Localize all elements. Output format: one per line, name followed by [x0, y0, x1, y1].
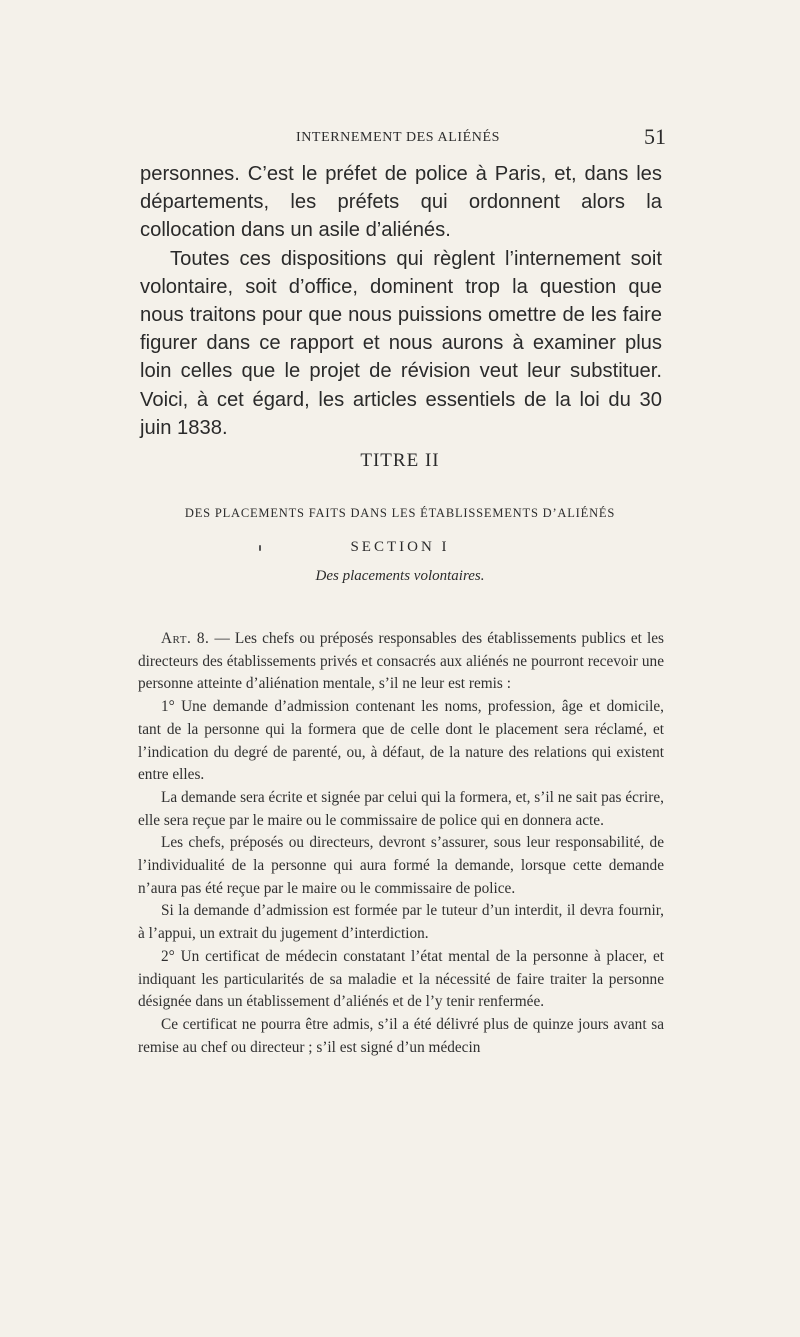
article-paragraph-c: Si la demande d’admission est formée par le tuteur d’un interdit, il devra fournir, à l’appui, un extrait du jugement d’interdiction.	[138, 902, 664, 943]
subsection-heading: Des placements volontaires.	[315, 568, 485, 584]
article-intro-text: — Les chefs ou préposés responsables des établissements publics et les directeurs des établissements privés et consacrés aux aliénés ne pourront recevoir une personne atteinte d’aliénation mentale, s’il ne leur est remis :	[138, 630, 664, 693]
intro-paragraph-1: personnes. C’est le préfet de police à Paris, et, dans les départements, les préfets qui ordonnent alors la collocation dans un asile d’aliénés.	[140, 163, 662, 242]
article-intro	[138, 628, 664, 696]
heading-block	[138, 450, 662, 585]
article-item-1: 1° Une demande d’admission contenant les noms, profession, âge et domicile, tant de la personne qui la formera que de celle dont le placement sera réclamé, et l’indication du degré de parenté, ou, à défaut, de la nature des relations qui existent entre elles.	[138, 698, 664, 784]
section-heading: SECTION I	[350, 539, 450, 555]
print-mark	[259, 545, 261, 551]
article-paragraph-b: Les chefs, préposés ou directeurs, devront s’assurer, sous leur responsabilité, de l’individualité de la personne qui aura formé la demande, lorsque cette demande n’aura pas été reçue par le maire ou le commissaire de police.	[138, 834, 664, 897]
intro-text	[140, 160, 662, 442]
placements-heading: DES PLACEMENTS FAITS DANS LES ÉTABLISSEMENTS D’ALIÉNÉS	[184, 506, 616, 520]
running-title: INTERNEMENT DES ALIÉNÉS	[295, 130, 501, 145]
article-paragraph-d: Ce certificat ne pourra être admis, s’il a été délivré plus de quinze jours avant sa remise au chef ou directeur ; s’il est signé d’un médecin	[138, 1015, 664, 1056]
page-number: 51	[644, 124, 666, 149]
article-paragraph-a: La demande sera écrite et signée par celui qui la formera, et, s’il ne sait pas écrire, elle sera reçue par le maire ou le commissaire de police qui en donnera acte.	[138, 788, 664, 829]
intro-paragraph-2: Toutes ces dispositions qui règlent l’internement soit volontaire, soit d’office, dominent trop la question que nous traitons pour que nous puissions omettre de les faire figurer dans ce rapport et nous aurons à examiner plus loin celles que le projet de révision veut leur substituer. Voici, à cet égard, les articles essentiels de la loi du 30 juin 1838.	[140, 247, 662, 439]
titre-heading: TITRE II	[360, 450, 440, 471]
article-body	[138, 628, 664, 1059]
article-label: Art. 8.	[161, 630, 210, 647]
article-item-2: 2° Un certificat de médecin constatant l’état mental de la personne à placer, et indiquant les particularités de sa maladie et la nécessité de faire traiter la personne désignée dans un établissement d’aliénés et de l’y tenir renfermée.	[138, 947, 664, 1011]
running-head	[138, 124, 666, 152]
